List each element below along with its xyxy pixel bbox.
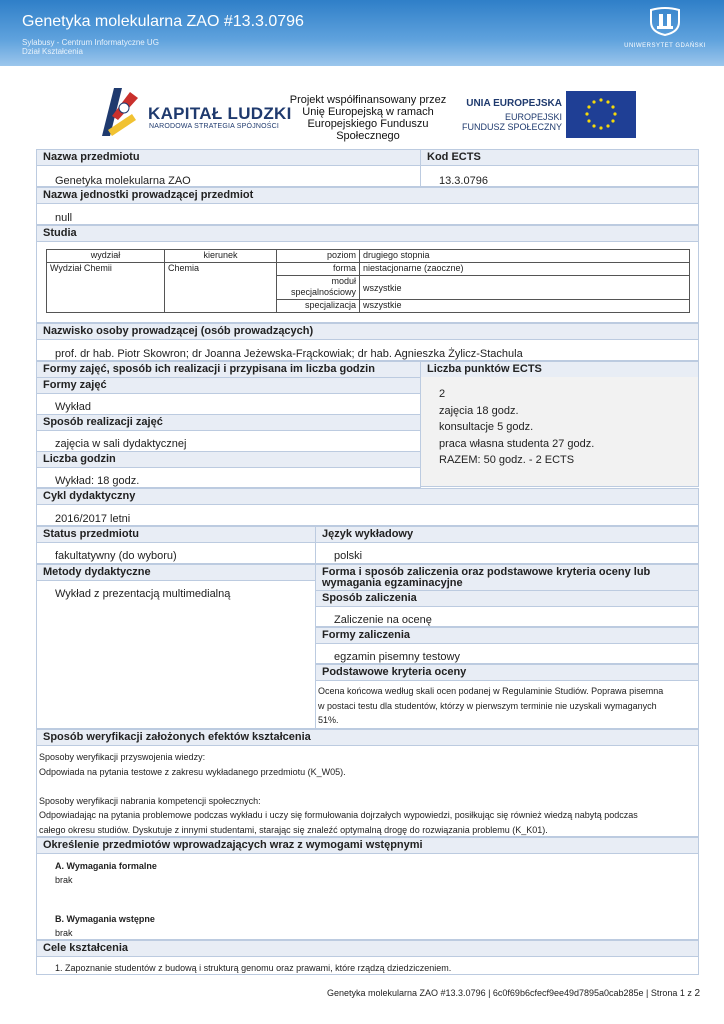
- studia-label-poziom: poziom: [277, 250, 360, 263]
- liczba-godzin-value: Wykład: 18 godz.: [55, 475, 140, 487]
- banner-sub-line-2: Dział Kształcenia: [22, 47, 83, 56]
- banner-sub-line-1: Sylabusy - Centrum Informatyczne UG: [22, 38, 159, 47]
- weryfikacja-line-1: Sposoby weryfikacji przyswojenia wiedzy:: [39, 752, 206, 762]
- eu-label: [452, 98, 562, 132]
- eu-fund-line-1: EUROPEJSKI: [504, 112, 562, 122]
- studia-header-kierunek: kierunek: [165, 250, 277, 263]
- zaliczenie-label-line-2: wymagania egzaminacyjne: [322, 577, 463, 589]
- zaliczenie-label-line-1: Forma i sposób zaliczenia oraz podstawowe kryteria oceny lub: [322, 566, 651, 578]
- kapital-ludzki-title: KAPITAŁ LUDZKI: [148, 104, 292, 123]
- kryteria-line-2: w postaci testu dla studentów, którzy w pierwszym terminie nie uzyskali wymaganych: [318, 700, 657, 711]
- unit-value: null: [55, 212, 73, 224]
- formy-zajec-label: Formy zajęć: [36, 377, 421, 394]
- page-footer: [327, 988, 700, 999]
- studia-header-wydzial: wydział: [47, 250, 165, 263]
- weryfikacja-line-3: Sposoby weryfikacji nabrania kompetencji społecznych:: [39, 795, 261, 806]
- metody-label: Metody dydaktyczne: [36, 564, 316, 581]
- weryfikacja-line-2: Odpowiada na pytania testowe z zakresu wykładanego przedmiotu (K_W05).: [39, 766, 346, 777]
- sposob-realizacji-label: Sposób realizacji zajęć: [36, 414, 421, 431]
- formy-zajec-box: [36, 393, 421, 415]
- cykl-box: [36, 504, 699, 526]
- cykl-label: Cykl dydaktyczny: [36, 488, 699, 505]
- jezyk-box: [315, 542, 699, 564]
- weryfikacja-spacer: [39, 779, 638, 794]
- university-name: UNIWERSYTET GDAŃSKI: [624, 43, 706, 49]
- studia-label-specjalizacja: specjalizacja: [277, 300, 360, 313]
- studia-label-forma: forma: [277, 263, 360, 276]
- metody-value: Wykład z prezentacją multimedialną: [55, 588, 231, 600]
- cele-label: Cele kształcenia: [36, 940, 699, 957]
- studia-label-modul-line-2: specjalnościowy: [290, 287, 356, 297]
- studia-value-modul: wszystkie: [360, 276, 690, 300]
- weryfikacja-label: Sposób weryfikacji założonych efektów kształcenia: [36, 729, 699, 746]
- forms-label: Formy zajęć, sposób ich realizacji i przypisana im liczba godzin: [36, 361, 421, 378]
- liczba-godzin-label: Liczba godzin: [36, 451, 421, 468]
- studia-label: Studia: [36, 225, 699, 242]
- ects-code-label: Kod ECTS: [420, 149, 699, 166]
- university-emblem-icon: [648, 6, 682, 36]
- formy-zaliczenia-label: Formy zaliczenia: [315, 627, 699, 644]
- studia-wydzial: Wydział Chemii: [47, 263, 165, 313]
- ects-breakdown: [439, 386, 594, 469]
- course-name-label: Nazwa przedmiotu: [36, 149, 421, 166]
- status-value: fakultatywny (do wyboru): [55, 550, 177, 562]
- jezyk-value: polski: [334, 550, 363, 562]
- eu-title: UNIA EUROPEJSKA: [466, 98, 562, 109]
- banner-subtitle: [22, 38, 159, 56]
- wymagania-formalne-value: brak: [55, 875, 73, 885]
- eu-flag-icon: [566, 91, 636, 138]
- metody-box: [36, 580, 316, 729]
- formy-zajec-value: Wykład: [55, 401, 91, 413]
- status-label: Status przedmiotu: [36, 526, 316, 543]
- jezyk-label: Język wykładowy: [315, 526, 699, 543]
- wymagania-wstepne-label: B. Wymagania wstępne: [55, 914, 155, 924]
- wymagania-label: Określenie przedmiotów wprowadzających wraz z wymogami wstępnymi: [36, 837, 699, 854]
- studia-value-forma: niestacjonarne (zaoczne): [360, 263, 690, 276]
- kryteria-line-3: 51%.: [318, 715, 339, 725]
- studia-value-poziom: drugiego stopnia: [360, 250, 690, 263]
- studia-table: [46, 249, 690, 313]
- weryfikacja-value: [39, 750, 638, 837]
- course-name: Genetyka molekularna ZAO: [55, 175, 191, 187]
- sposob-zaliczenia-label: Sposób zaliczenia: [315, 590, 699, 607]
- university-logo: [620, 6, 710, 49]
- ects-code: 13.3.0796: [439, 175, 488, 187]
- cykl-value: 2016/2017 letni: [55, 513, 131, 525]
- studia-kierunek: Chemia: [165, 263, 277, 313]
- wymagania-formalne-label: A. Wymagania formalne: [55, 861, 157, 871]
- ects-line-total: RAZEM: 50 godz. - 2 ECTS: [439, 454, 575, 466]
- cele-item-1: 1. Zapoznanie studentów z budową i strukturą genomu oraz prawami, które rządzą dziedziczeniem.: [55, 963, 452, 973]
- unit-box: [36, 203, 699, 225]
- ects-line-selfwork: praca własna studenta 27 godz.: [439, 437, 595, 450]
- funding-logos: [0, 80, 724, 150]
- unit-label: Nazwa jednostki prowadzącej przedmiot: [36, 187, 699, 204]
- studia-label-modul-line-1: moduł: [331, 276, 356, 286]
- ects-line-consult: konsultacje 5 godz.: [439, 421, 534, 433]
- sposob-zaliczenia-value: Zaliczenie na ocenę: [334, 614, 432, 626]
- formy-zaliczenia-value: egzamin pisemny testowy: [334, 651, 460, 663]
- studia-label-modul: [277, 276, 360, 300]
- studia-value-specjalizacja: wszystkie: [360, 300, 690, 313]
- project-cofinance-text: Projekt współfinansowany przez Unię Europejską w ramach Europejskiego Funduszu Społecznego: [289, 94, 447, 142]
- header-banner: [0, 0, 724, 66]
- weryfikacja-line-5: całego okresu studiów. Dyskutuje z innymi studentami, starając się znaleźć optymalną drogę do rozwiązania problemu (K_K01).: [39, 824, 548, 835]
- zaliczenie-label: [315, 564, 699, 591]
- kryteria-label: Podstawowe kryteria oceny: [315, 664, 699, 681]
- footer-text: Genetyka molekularna ZAO #13.3.0796 | 6c0f69b6cfecf9ee49d7895a0cab285e | Strona 1 z: [326, 988, 692, 998]
- eu-fund-line-2: FUNDUSZ SPOŁECZNY: [461, 122, 562, 132]
- ects-points: 2: [439, 388, 446, 400]
- staff-value: prof. dr hab. Piotr Skowron; dr Joanna Jeżewska-Frąckowiak; dr hab. Agnieszka Żylicz-Stachula: [55, 348, 523, 360]
- wymagania-wstepne-value: brak: [55, 928, 73, 938]
- kryteria-value: [318, 684, 663, 728]
- document-title: Genetyka molekularna ZAO #13.3.0796: [22, 13, 304, 30]
- staff-label: Nazwisko osoby prowadzącej (osób prowadzących): [36, 323, 699, 340]
- ects-points-label: Liczba punktów ECTS: [420, 361, 699, 378]
- ects-line-classes: zajęcia 18 godz.: [439, 404, 519, 417]
- weryfikacja-line-4: Odpowiadając na pytania problemowe podczas wykładu i uczy się formułowania dojrzałych wypowiedzi, posiłkując się również wiedzą nabytą podczas: [39, 810, 638, 820]
- kryteria-line-1: Ocena końcowa według skali ocen podanej w Regulaminie Studiów. Poprawa pisemna: [318, 686, 664, 696]
- footer-total-pages: 2: [694, 988, 700, 999]
- kapital-ludzki-subtitle: NARODOWA STRATEGIA SPÓJNOŚCI: [149, 123, 280, 130]
- sposob-realizacji-value: zajęcia w sali dydaktycznej: [55, 438, 187, 450]
- kapital-ludzki-emblem-icon: [100, 86, 140, 144]
